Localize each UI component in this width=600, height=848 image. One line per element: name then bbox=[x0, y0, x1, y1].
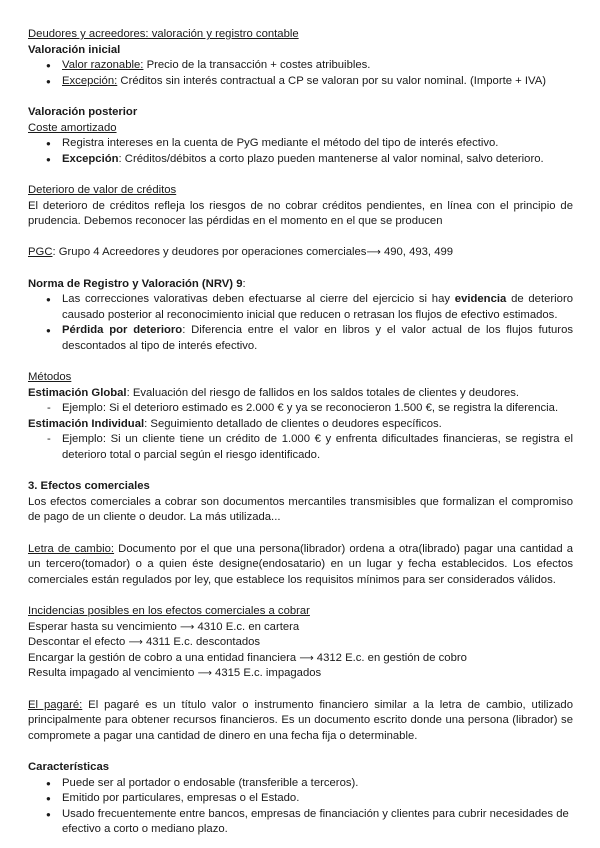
list-item: ● Usado frecuentemente entre bancos, empresas de financiación y clientes para cubrir necesidades de efectivo a corto o mediano plazo. bbox=[28, 807, 573, 838]
list-item: ● Valor razonable: Precio de la transacción + costes atribuibles. bbox=[28, 58, 573, 74]
doc-title-text: Deudores y acreedores: valoración y registro contable bbox=[28, 28, 299, 40]
estimacion-individual: Estimación Individual: Seguimiento detallado de clientes o deudores específicos. bbox=[28, 417, 442, 430]
incidencia-row: Encargar la gestión de cobro a una entidad financiera ⟶ 4312 E.c. en gestión de cobro bbox=[28, 651, 467, 664]
incidencia-row: Esperar hasta su vencimiento ⟶ 4310 E.c. en cartera bbox=[28, 620, 300, 633]
document-page bbox=[28, 27, 573, 838]
letra-paragraph: Letra de cambio: Documento por el que una persona(librador) ordena a otra(librado) pagar una cantidad a un tercero(tomador) o a quien éste designe(endosatario) en un lugar y fecha establecidos. Los efectos comerciales están regulados por ley, que establece los requisitos mínimos para ser considerados válidos. bbox=[28, 542, 573, 586]
caracteristicas-heading: Características bbox=[28, 760, 110, 773]
arrow-icon: ⟶ bbox=[179, 621, 195, 633]
arrow-icon: ⟶ bbox=[197, 668, 212, 680]
deterioro-heading: Deterioro de valor de créditos bbox=[28, 183, 177, 196]
list-item: ● Registra intereses en la cuenta de PyG mediante el método del tipo de interés efectivo. bbox=[28, 136, 573, 152]
list-item: ● Puede ser al portador o endosable (transferible a terceros). bbox=[28, 776, 573, 792]
list-item: - Ejemplo: Si un cliente tiene un crédito de 1.000 € y enfrenta dificultades financieras, se registra el deterioro total o parcial según el riesgo identificado. bbox=[28, 432, 573, 463]
valoracion-posterior-heading: Valoración posterior bbox=[28, 105, 138, 118]
valoracion-inicial-list bbox=[28, 58, 573, 89]
arrow-icon: ⟶ bbox=[366, 247, 381, 259]
list-item: ● Excepción: Créditos/débitos a corto plazo pueden mantenerse al valor nominal, salvo deterioro. bbox=[28, 152, 573, 168]
valoracion-posterior-list bbox=[28, 136, 573, 167]
list-item: ● Emitido por particulares, empresas o el Estado. bbox=[28, 791, 573, 807]
arrow-icon: ⟶ bbox=[128, 637, 143, 649]
nrv-list bbox=[28, 292, 573, 354]
coste-amortizado-heading: Coste amortizado bbox=[28, 121, 117, 134]
metodos-heading: Métodos bbox=[28, 371, 72, 384]
incidencia-row: Descontar el efecto ⟶ 4311 E.c. descontados bbox=[28, 636, 261, 649]
deterioro-paragraph: El deterioro de créditos refleja los riesgos de no cobrar créditos pendientes, en línea con el principio de prudencia. Debemos reconocer las pérdidas en el momento en el que se producen bbox=[28, 199, 573, 228]
caracteristicas-list bbox=[28, 776, 573, 838]
list-item: ● Excepción: Créditos sin interés contractual a CP se valoran por su valor nominal. (Importe + IVA) bbox=[28, 74, 573, 90]
efectos-heading: 3. Efectos comerciales bbox=[28, 480, 150, 493]
incidencia-row: Resulta impagado al vencimiento ⟶ 4315 E.c. impagados bbox=[28, 667, 322, 680]
pgc-line: PGC: Grupo 4 Acreedores y deudores por operaciones comerciales⟶ 490, 493, 499 bbox=[28, 246, 454, 259]
list-item: ● Las correcciones valorativas deben efectuarse al cierre del ejercicio si hay evidencia de deterioro causado posterior al reconocimiento inicial que reducen o retrasan los flujos de efectivo estimados. bbox=[28, 292, 573, 323]
individual-example-list bbox=[28, 432, 573, 463]
pagare-paragraph: El pagaré: El pagaré es un título valor o instrumento financiero similar a la letra de cambio, utilizado principalmente para obtener recursos financieros. Es un documento escrito donde una persona (librador) se compromete a pagar una cantidad de dinero en una fecha fija o determinable. bbox=[28, 698, 573, 742]
nrv-heading: Norma de Registro y Valoración (NRV) 9: bbox=[28, 277, 246, 290]
doc-title bbox=[28, 27, 573, 43]
global-example-list bbox=[28, 401, 573, 417]
list-item: ● Pérdida por deterioro: Diferencia entre el valor en libros y el valor actual de los flujos futuros descontados al tipo de interés efectivo. bbox=[28, 323, 573, 354]
arrow-icon: ⟶ bbox=[299, 652, 314, 664]
efectos-paragraph: Los efectos comerciales a cobrar son documentos mercantiles transmisibles que formalizan el compromiso de pago de un cliente o deudor. La más utilizada... bbox=[28, 495, 573, 524]
incidencias-heading: Incidencias posibles en los efectos comerciales a cobrar bbox=[28, 604, 310, 617]
list-item: - Ejemplo: Si el deterioro estimado es 2.000 € y ya se reconocieron 1.500 €, se registra la diferencia. bbox=[28, 401, 573, 417]
valoracion-inicial-heading: Valoración inicial bbox=[28, 43, 121, 56]
estimacion-global: Estimación Global: Evaluación del riesgo de fallidos en los saldos totales de clientes y deudores. bbox=[28, 386, 520, 399]
